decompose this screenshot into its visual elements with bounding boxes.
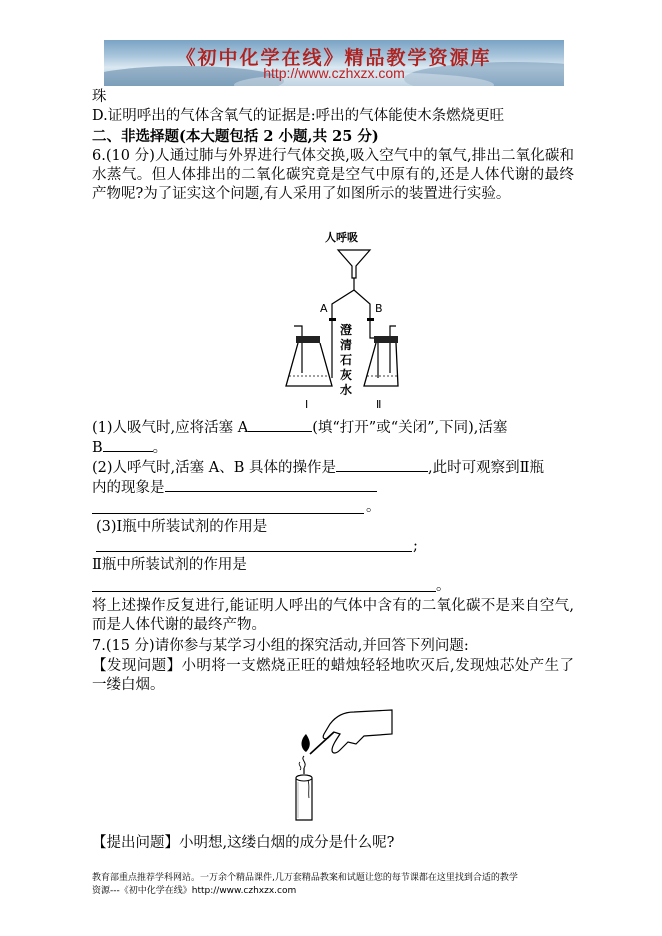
answer-line-phenomenon-cont[interactable] xyxy=(92,513,364,514)
limewater-label-char: 石 xyxy=(340,353,353,367)
q6-part3-text-b: ; xyxy=(413,538,418,554)
q6-part2-text-b: ,此时可观察到Ⅱ瓶 xyxy=(428,460,544,476)
q6-part1-text-a: (1)人吸气时,应将活塞 A xyxy=(92,420,249,436)
answer-line-bottle2-role[interactable] xyxy=(92,591,436,592)
q6-part3-text-c: Ⅱ瓶中所装试剂的作用是 xyxy=(92,557,247,573)
limewater-label-char: 澄 xyxy=(340,323,353,337)
valve-a-label: A xyxy=(320,302,328,315)
section-heading: 二、非选择题(本大题包括 2 小题,共 25 分) xyxy=(92,128,379,145)
footer-line-2: 资源---《初中化学在线》http://www.czhxzx.com xyxy=(92,886,297,896)
q6-part1-text-d: 。 xyxy=(152,440,168,456)
answer-blank-valve-a-inhale[interactable] xyxy=(248,417,312,432)
answer-line-bottle1-role[interactable] xyxy=(96,551,412,552)
q6-part2-line2 xyxy=(92,477,377,498)
q6-part1-text-c: B xyxy=(92,440,103,456)
limewater-label-char: 水 xyxy=(340,383,353,397)
q6-part1-line2 xyxy=(92,437,167,458)
q7-ask-question: 【提出问题】小明想,这缕白烟的成分是什么呢? xyxy=(92,835,395,851)
q6-conclusion: 将上述操作反复进行,能证明人呼出的气体中含有的二氧化碳不是来自空气,而是人体代谢的最终产物。 xyxy=(92,598,574,633)
breath-label: 人呼吸 xyxy=(325,231,358,244)
q6-part2-text-a: (2)人呼气时,活塞 A、B 具体的操作是 xyxy=(92,460,336,476)
q6-part2-line xyxy=(92,457,544,478)
answer-blank-bottle2-phenomenon[interactable] xyxy=(165,477,377,492)
header-banner xyxy=(104,40,564,86)
q6-part1-line xyxy=(92,417,507,438)
q6-part3-text-a: (3)Ⅰ瓶中所装试剂的作用是 xyxy=(96,519,268,535)
question-7-intro: 7.(15 分)请你参与某学习小组的探究活动,并回答下列问题: xyxy=(92,638,469,654)
option-d: D.证明呼出的气体含氧气的证据是:呼出的气体能使木条燃烧更旺 xyxy=(92,108,505,124)
q7-discover-problem: 【发现问题】小明将一支燃烧正旺的蜡烛轻轻地吹灭后,发现烛芯处产生了一缕白烟。 xyxy=(92,658,574,693)
breathing-apparatus-diagram xyxy=(280,228,400,413)
text-line: 珠 xyxy=(92,89,107,105)
q6-part1-text-b: (填“打开”或“关闭”,下同),活塞 xyxy=(312,420,508,436)
limewater-label-char: 灰 xyxy=(340,368,353,382)
valve-b-label: B xyxy=(375,302,383,315)
q6-part3-text-d: 。 xyxy=(436,578,451,594)
bottle-1-label: Ⅰ xyxy=(305,398,309,411)
q6-part2-end: 。 xyxy=(366,499,381,515)
question-6-intro: 6.(10 分)人通过肺与外界进行气体交换,吸入空气中的氧气,排出二氧化碳和水蒸气。但人体排出的二氧化碳究竟是空气中原有的,还是人体代谢的最终产物呢?为了证实这个问题,有人采用了如图所示的装置进行实验。 xyxy=(92,148,574,202)
bottle-2-label: Ⅱ xyxy=(376,398,382,411)
answer-blank-exhale-operation[interactable] xyxy=(336,457,428,472)
footer-line-1: 教育部重点推荐学科网站。一万余个精品课件,几万套精品教案和试题让您的每节课都在这里找到合适的教学 xyxy=(92,873,518,883)
banner-title: 《初中化学在线》精品教学资源库 xyxy=(176,47,492,69)
limewater-label-char: 清 xyxy=(340,338,353,352)
answer-blank-valve-b-inhale[interactable] xyxy=(103,437,153,452)
banner-url[interactable]: http://www.czhxzx.com xyxy=(263,65,405,81)
candle-smoke-diagram xyxy=(284,702,394,822)
q6-part2-text-c: 内的现象是 xyxy=(92,480,165,496)
